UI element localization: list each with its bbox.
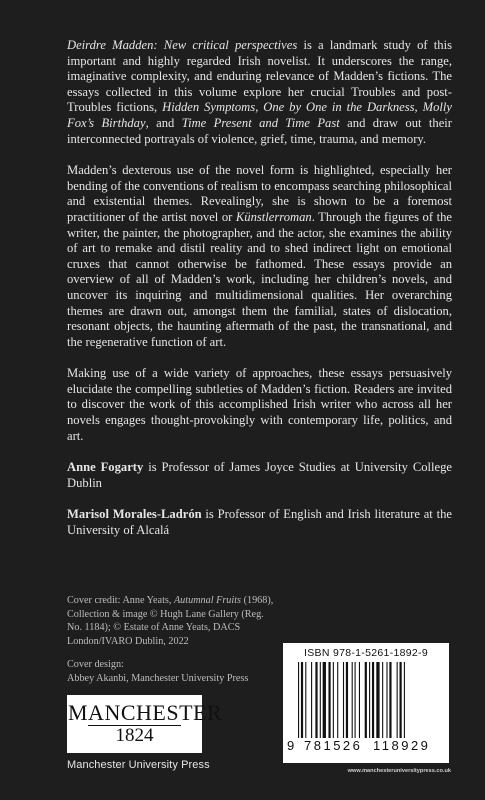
book-title: Deirdre Madden: New critical perspectives bbox=[67, 38, 298, 52]
publisher-logo bbox=[67, 695, 267, 785]
barcode-block: ISBN 978-1-5261-1892-9 9 781526 118929 bbox=[283, 643, 449, 763]
editor-name: Anne Fogarty bbox=[67, 460, 144, 475]
barcode-icon bbox=[298, 662, 444, 738]
cover-design: Cover design: Abbey Akanbi, Manchester University Press bbox=[67, 659, 249, 684]
editor-name: Marisol Morales-Ladrón bbox=[67, 507, 202, 522]
credits bbox=[67, 594, 277, 696]
editor-bio-1: Anne Fogarty is Professor of James Joyce Studies at University College Dublin bbox=[67, 460, 452, 490]
isbn-label: ISBN 978-1-5261-1892-9 bbox=[304, 647, 428, 659]
publisher-url: www.manchesteruniversitypress.co.uk bbox=[347, 768, 451, 774]
blurb bbox=[67, 38, 452, 555]
publisher-name: Manchester University Press bbox=[67, 759, 210, 771]
blurb-paragraph-2: Madden’s dexterous use of the novel form is highlighted, especially her bending of the conventions of realism to encompass searching philosophical and existential themes. Revealingly, she is shown to be a foremost practitioner of the artist novel or Künstlerroman. Through the figures of the writer, the painter, the photographer, and the actor, she examines the ability of art to remake and distil reality and to shed indirect light on emotional cruxes that cannot otherwise be fathomed. These essays provide an overview of all of Madden’s work, including her children’s novels, and uncover its inquiring and multidimensional qualities. Her overarching themes are drawn out, amongst them the familial, states of dislocation, resonant objects, the haunting aftermath of the past, the transnational, and the regenerative function of art. bbox=[67, 163, 452, 349]
logo-box: MANCHESTER 1824 bbox=[67, 695, 202, 753]
blurb-paragraph-3: Making use of a wide variety of approaches, these essays persuasively elucidate the compelling subtleties of Madden’s fiction. Readers are invited to discover the work of this accomplished Irish writer who across all her novels engages thought-provokingly with contemporary life, politics, and art. bbox=[67, 366, 452, 443]
cover-credit: Cover credit: Anne Yeats, Autumnal Fruits (1968), Collection & image © Hugh Lane Gallery (Reg. No. 1184); © Estate of Anne Yeats, DACS London/IVARO Dublin, 2022 bbox=[67, 595, 274, 647]
editor-bio-2: Marisol Morales-Ladrón is Professor of English and Irish literature at the University of Alcalá bbox=[67, 507, 452, 538]
blurb-paragraph-1: Deirdre Madden: New critical perspectives is a landmark study of this important and highly regarded Irish novelist. It underscores the range, imaginative complexity, and enduring relevance of Madden’s fictions. The essays collected in this volume explore her crucial Troubles and post-Troubles fictions, Hidden Symptoms, One by One in the Darkness, Molly Fox’s Birthday, and Time Present and Time Past and draw out their interconnected portrayals of violence, grief, time, trauma, and memory. bbox=[67, 38, 452, 146]
